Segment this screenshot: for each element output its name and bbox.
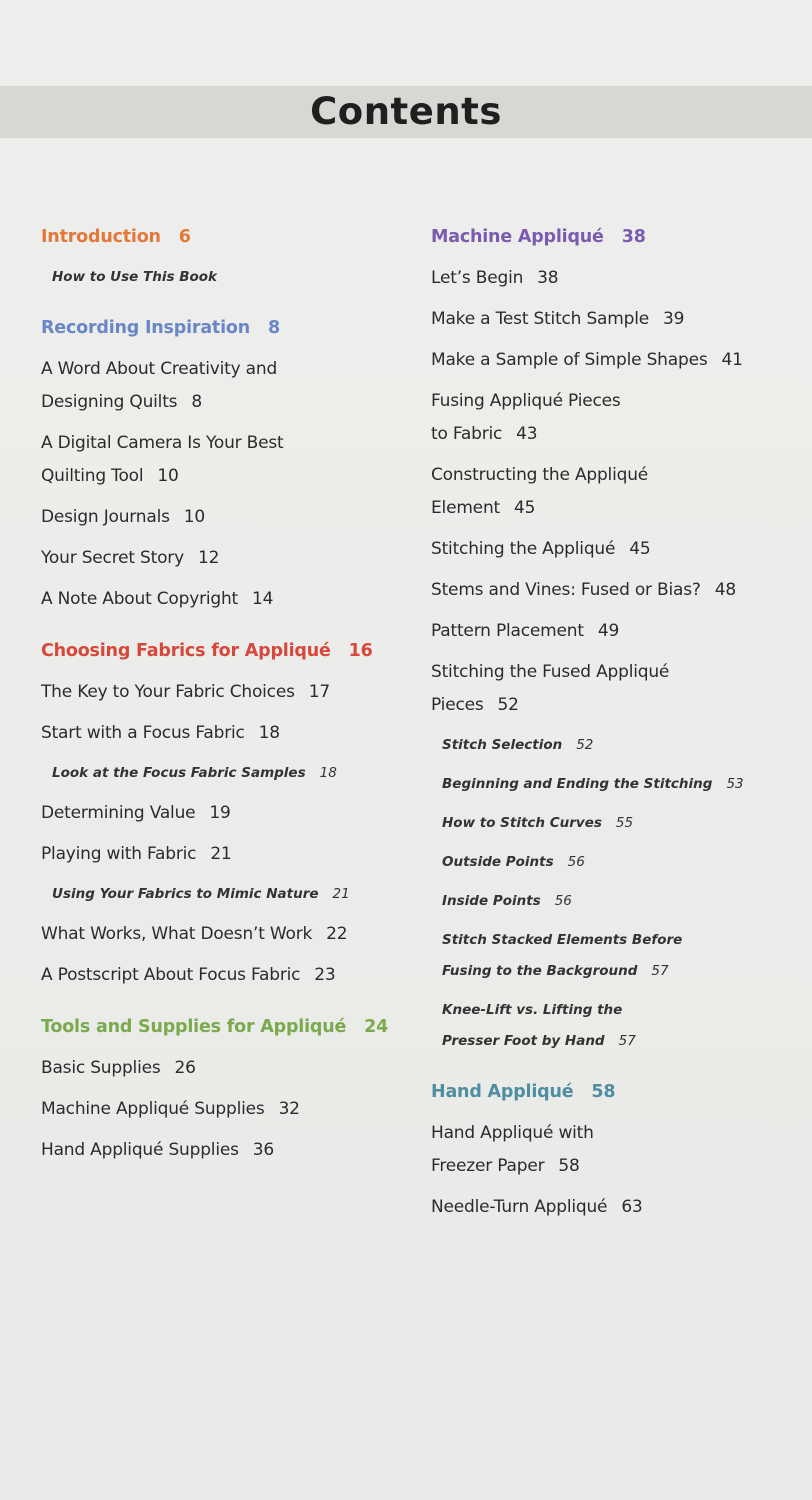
toc-entry[interactable] xyxy=(431,615,791,648)
entry-page-number: 36 xyxy=(252,1140,274,1160)
entry-text: Constructing the Appliqué xyxy=(431,465,649,485)
entry-line xyxy=(431,656,791,689)
entry-text: Freezer Paper xyxy=(431,1156,545,1176)
entry-page-number: 12 xyxy=(197,548,220,568)
entry-line xyxy=(41,542,401,575)
entry-page-number: 56 xyxy=(554,893,572,909)
entry-line xyxy=(431,1117,791,1150)
entry-page-number: 52 xyxy=(497,695,519,715)
entry-page-number: 17 xyxy=(308,682,330,702)
toc-entry[interactable] xyxy=(41,797,401,830)
entry-line xyxy=(431,303,791,336)
toc-subentry[interactable] xyxy=(431,730,791,761)
entry-text: Basic Supplies xyxy=(41,1058,161,1078)
entry-line xyxy=(41,460,401,493)
entry-page-number: 45 xyxy=(629,539,651,559)
toc-entry[interactable] xyxy=(41,676,401,709)
entry-text: Using Your Fabrics to Mimic Nature xyxy=(52,886,319,902)
entry-line xyxy=(442,769,791,800)
entry-text: Outside Points xyxy=(442,854,554,870)
entry-text: Pieces xyxy=(431,695,484,715)
entry-text: Fusing to the Background xyxy=(442,963,638,979)
entry-line xyxy=(442,1026,791,1057)
entry-line xyxy=(41,676,401,709)
entry-page-number: 18 xyxy=(258,723,280,743)
entry-text: Stitch Stacked Elements Before xyxy=(442,932,683,948)
entry-page-number: 19 xyxy=(209,803,231,823)
entry-page-number: 23 xyxy=(314,965,336,985)
entry-line xyxy=(41,386,401,419)
section-title: Introduction xyxy=(41,227,161,247)
entry-text: What Works, What Doesn’t Work xyxy=(41,924,313,944)
toc-section-heading[interactable] xyxy=(41,1012,401,1042)
entry-line xyxy=(41,1134,401,1167)
entry-page-number: 56 xyxy=(567,854,585,870)
entry-line xyxy=(431,574,791,607)
entry-line xyxy=(431,385,791,418)
entry-line xyxy=(442,886,791,917)
toc-subentry[interactable] xyxy=(431,995,791,1057)
entry-page-number: 8 xyxy=(191,392,202,412)
toc-section-heading[interactable] xyxy=(41,313,401,343)
entry-line xyxy=(41,797,401,830)
entry-page-number: 49 xyxy=(597,621,620,641)
entry-line xyxy=(442,956,791,987)
entry-text: Presser Foot by Hand xyxy=(442,1033,605,1049)
entry-page-number: 57 xyxy=(651,963,669,979)
entry-text: The Key to Your Fabric Choices xyxy=(41,682,295,702)
entry-page-number: 43 xyxy=(516,424,538,444)
entry-text: A Word About Creativity and xyxy=(41,359,278,379)
toc-entry[interactable] xyxy=(431,303,791,336)
entry-text: How to Stitch Curves xyxy=(442,815,602,831)
toc-entry[interactable] xyxy=(431,533,791,566)
toc-section-heading[interactable] xyxy=(41,636,401,666)
entry-text: Needle-Turn Appliqué xyxy=(431,1197,608,1217)
entry-text: A Note About Copyright xyxy=(41,589,239,609)
entry-text: Beginning and Ending the Stitching xyxy=(442,776,713,792)
entry-text: Hand Appliqué with xyxy=(431,1123,594,1143)
toc-entry[interactable] xyxy=(41,542,401,575)
entry-line xyxy=(442,847,791,878)
toc-entry[interactable] xyxy=(431,1117,791,1183)
entry-line xyxy=(431,615,791,648)
section-title: Recording Inspiration xyxy=(41,318,250,338)
toc-subentry[interactable] xyxy=(431,886,791,917)
entry-line xyxy=(41,501,401,534)
entry-text: Stitch Selection xyxy=(442,737,563,753)
entry-page-number: 63 xyxy=(621,1197,643,1217)
entry-page-number: 55 xyxy=(615,815,634,831)
entry-line xyxy=(41,918,401,951)
toc-entry[interactable] xyxy=(41,838,401,871)
toc-entry[interactable] xyxy=(431,344,791,377)
section-page-number: 8 xyxy=(267,318,280,338)
entry-text: Designing Quilts xyxy=(41,392,178,412)
toc-entry[interactable] xyxy=(41,1093,401,1126)
entry-line xyxy=(431,689,791,722)
toc-entry[interactable] xyxy=(431,574,791,607)
entry-page-number: 48 xyxy=(714,580,736,600)
entry-text: How to Use This Book xyxy=(52,269,218,285)
toc-entry[interactable] xyxy=(431,1191,791,1224)
toc-subentry[interactable] xyxy=(431,808,791,839)
entry-line xyxy=(431,262,791,295)
entry-page-number: 14 xyxy=(252,589,274,609)
toc-subentry[interactable] xyxy=(41,879,401,910)
entry-line xyxy=(41,427,401,460)
entry-text: A Postscript About Focus Fabric xyxy=(41,965,301,985)
toc-entry[interactable] xyxy=(431,262,791,295)
entry-page-number: 32 xyxy=(278,1099,300,1119)
entry-text: Let’s Begin xyxy=(431,268,524,288)
entry-text: Stems and Vines: Fused or Bias? xyxy=(431,580,701,600)
entry-page-number: 21 xyxy=(210,844,232,864)
toc-subentry[interactable] xyxy=(431,769,791,800)
entry-line xyxy=(431,1191,791,1224)
entry-line xyxy=(41,717,401,750)
toc-right-column xyxy=(431,222,791,1232)
entry-text: Element xyxy=(431,498,500,518)
section-page-number: 38 xyxy=(621,227,646,247)
entry-line xyxy=(431,1150,791,1183)
entry-text: to Fabric xyxy=(431,424,503,444)
entry-line xyxy=(431,418,791,451)
toc-entry[interactable] xyxy=(41,353,401,419)
entry-line xyxy=(442,808,791,839)
toc-subentry[interactable] xyxy=(41,262,401,293)
toc-entry[interactable] xyxy=(431,656,791,722)
section-title: Hand Appliqué xyxy=(431,1082,574,1102)
entry-page-number: 58 xyxy=(558,1156,580,1176)
entry-line xyxy=(41,959,401,992)
entry-text: A Digital Camera Is Your Best xyxy=(41,433,284,453)
toc-entry[interactable] xyxy=(41,583,401,616)
entry-text: Start with a Focus Fabric xyxy=(41,723,245,743)
entry-line xyxy=(442,925,791,956)
entry-text: Pattern Placement xyxy=(431,621,584,641)
entry-line xyxy=(442,995,791,1026)
entry-line xyxy=(431,344,791,377)
entry-text: Stitching the Fused Appliqué xyxy=(431,662,670,682)
toc-entry[interactable] xyxy=(41,1052,401,1085)
toc-entry[interactable] xyxy=(41,427,401,493)
entry-page-number: 53 xyxy=(726,776,744,792)
entry-text: Hand Appliqué Supplies xyxy=(41,1140,239,1160)
entry-line xyxy=(41,1093,401,1126)
section-title: Machine Appliqué xyxy=(431,227,604,247)
entry-page-number: 38 xyxy=(537,268,559,288)
entry-page-number: 22 xyxy=(326,924,348,944)
entry-line xyxy=(41,583,401,616)
toc-section-heading[interactable] xyxy=(41,222,401,252)
entry-page-number: 10 xyxy=(183,507,205,527)
entry-text: Knee-Lift vs. Lifting the xyxy=(442,1002,623,1018)
toc-subentry[interactable] xyxy=(431,847,791,878)
entry-text: Design Journals xyxy=(41,507,170,527)
entry-text: Determining Value xyxy=(41,803,196,823)
entry-text: Stitching the Appliqué xyxy=(431,539,616,559)
toc-entry[interactable] xyxy=(41,1134,401,1167)
entry-line xyxy=(52,262,401,293)
entry-text: Quilting Tool xyxy=(41,466,144,486)
entry-page-number: 41 xyxy=(721,350,743,370)
toc-entry[interactable] xyxy=(431,459,791,525)
toc-entry[interactable] xyxy=(41,918,401,951)
page-title: Contents xyxy=(310,90,502,133)
toc-entry[interactable] xyxy=(41,959,401,992)
section-title: Choosing Fabrics for Appliqué xyxy=(41,641,331,661)
entry-page-number: 26 xyxy=(174,1058,196,1078)
entry-text: Make a Test Stitch Sample xyxy=(431,309,650,329)
section-page-number: 6 xyxy=(178,227,191,247)
entry-text: Look at the Focus Fabric Samples xyxy=(52,765,306,781)
toc-entry[interactable] xyxy=(41,501,401,534)
entry-text: Machine Appliqué Supplies xyxy=(41,1099,265,1119)
entry-line xyxy=(52,758,401,789)
toc-section-heading[interactable] xyxy=(431,1077,791,1107)
entry-line xyxy=(41,1052,401,1085)
toc-subentry[interactable] xyxy=(431,925,791,987)
section-title: Tools and Supplies for Appliqué xyxy=(41,1017,347,1037)
entry-page-number: 57 xyxy=(618,1033,636,1049)
entry-page-number: 52 xyxy=(576,737,594,753)
section-page-number: 16 xyxy=(348,641,373,661)
entry-line xyxy=(431,459,791,492)
entry-line xyxy=(52,879,401,910)
entry-page-number: 39 xyxy=(663,309,685,329)
toc-subentry[interactable] xyxy=(41,758,401,789)
entry-line xyxy=(41,353,401,386)
entry-page-number: 10 xyxy=(157,466,179,486)
entry-line xyxy=(442,730,791,761)
entry-line xyxy=(431,533,791,566)
entry-text: Playing with Fabric xyxy=(41,844,197,864)
toc-entry[interactable] xyxy=(431,385,791,451)
section-page-number: 58 xyxy=(591,1082,616,1102)
entry-line xyxy=(431,492,791,525)
entry-page-number: 21 xyxy=(332,886,350,902)
toc-left-column xyxy=(41,222,401,1175)
entry-text: Your Secret Story xyxy=(41,548,184,568)
entry-line xyxy=(41,838,401,871)
toc-entry[interactable] xyxy=(41,717,401,750)
toc-section-heading[interactable] xyxy=(431,222,791,252)
entry-page-number: 45 xyxy=(513,498,536,518)
entry-text: Make a Sample of Simple Shapes xyxy=(431,350,708,370)
section-page-number: 24 xyxy=(364,1017,389,1037)
entry-text: Fusing Appliqué Pieces xyxy=(431,391,621,411)
entry-page-number: 18 xyxy=(319,765,337,781)
entry-text: Inside Points xyxy=(442,893,541,909)
